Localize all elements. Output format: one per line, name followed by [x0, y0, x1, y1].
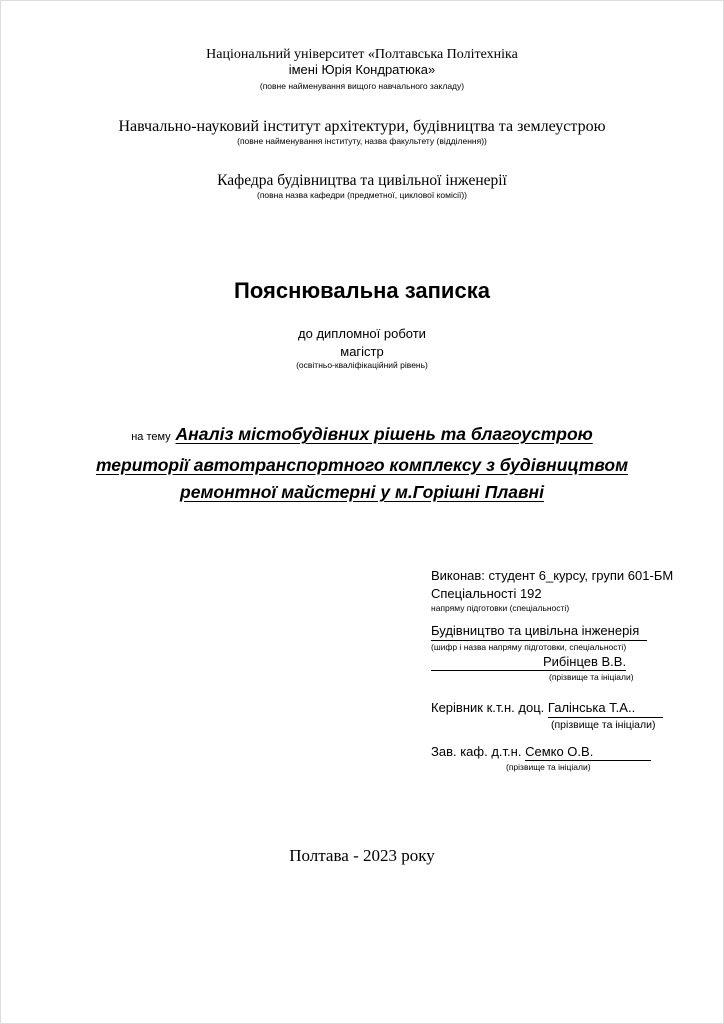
theme-line-1: [1, 421, 723, 452]
supervisor-label: Керівник к.т.н. доц.: [431, 700, 545, 715]
university-name-line1: Національний університет «Полтавська Політехніка: [206, 47, 518, 62]
specialty-note: напряму підготовки (спеціальності): [431, 603, 570, 613]
supervisor-name: Галінська Т.А..: [548, 699, 663, 718]
university-note: (повне найменування вищого навчального закладу): [259, 81, 465, 91]
department-head-row: [431, 743, 693, 762]
theme-line-3: [1, 479, 723, 507]
specialty-name-note: (шифр і назва напряму підготовки, спеціальності): [431, 641, 627, 652]
specialty-code: Спеціальності 192: [431, 585, 542, 601]
document-title: Пояснювальна записка: [234, 278, 490, 303]
executor-line: Виконав: студент 6_курсу, групи 601-БМ: [431, 568, 674, 583]
executor-name: Рибінцев В.В.: [431, 653, 626, 672]
specialty-name-row: [431, 614, 693, 641]
credits-block: [431, 567, 693, 773]
executor-name-note: (прізвище та ініціали): [549, 672, 634, 682]
title-block: [1, 277, 723, 371]
theme-block: [1, 421, 723, 507]
city-year-footer: Полтава - 2023 року: [289, 846, 435, 865]
theme-text-line2: території автотранспортного комплексу з будівництвом: [95, 454, 629, 475]
institute-note: (повне найменування інституту, назва факультету (відділення)): [237, 136, 487, 146]
institute-name: Навчально-науковий інститут архітектури, будівництва та землеустрою: [118, 118, 606, 135]
specialty-name: Будівництво та цивільна інженерія: [431, 622, 647, 641]
university-name-line2: імені Юрія Кондратюка»: [288, 62, 436, 77]
theme-text-line3: ремонтної майстерні у м.Горішні Плавні: [180, 482, 544, 502]
theme-label: на тему: [131, 431, 171, 443]
department-note: (повна назва кафедри (предметної, циклової комісії)): [256, 190, 468, 200]
qualification-level-note: (освітньо-кваліфікаційний рівень): [296, 360, 428, 370]
executor-signature-row: [431, 653, 693, 672]
department-head-note: (прізвище та ініціали): [506, 762, 591, 772]
theme-line-2: [1, 452, 723, 480]
supervisor-note: (прізвище та ініціали): [551, 718, 656, 731]
supervisor-row: [431, 699, 693, 718]
department-head-label: Зав. каф. д.т.н.: [431, 743, 522, 759]
qualification-level: магістр: [340, 344, 384, 359]
department-name: Кафедра будівництва та цивільної інженерії: [217, 172, 507, 189]
header-block: [1, 47, 723, 201]
work-type: до дипломної роботи: [298, 326, 426, 341]
department-head-name: Семко О.В.: [525, 743, 651, 762]
theme-text-line1: Аналіз містобудівних рішень та благоустрою: [175, 424, 593, 444]
